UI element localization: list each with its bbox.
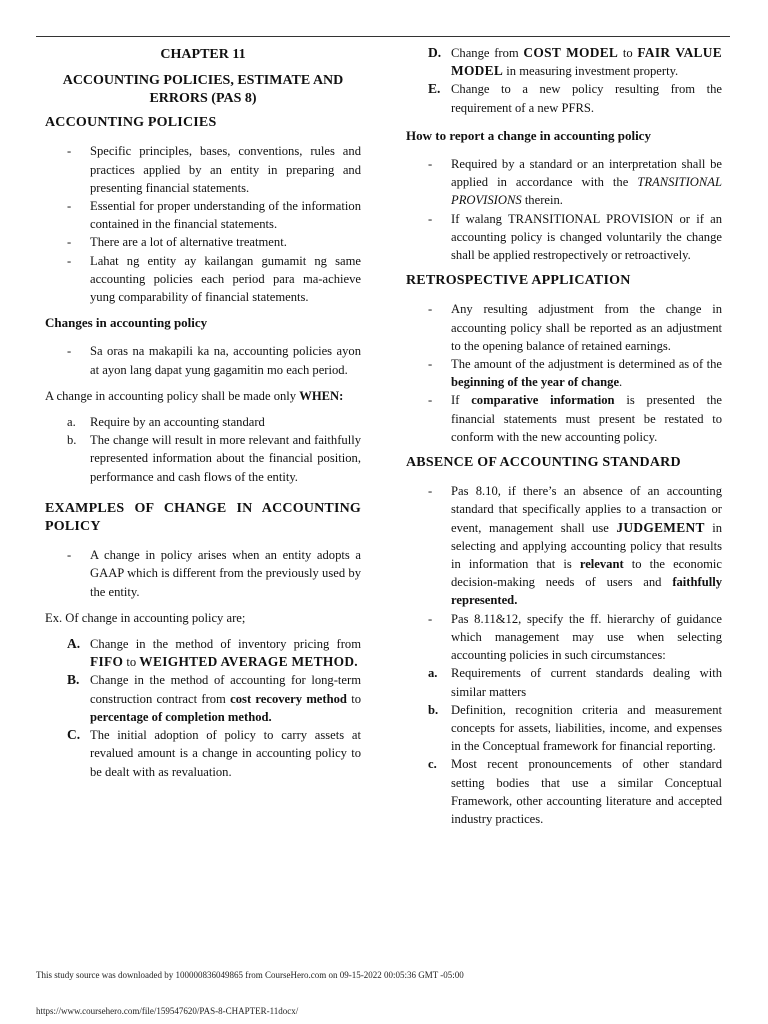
list-item: - If walang TRANSITIONAL PROVISION or if an accounting policy is changed voluntarily the change shall be applied restropectively or retroactively.	[406, 210, 722, 265]
bold-text: COST MODEL	[523, 45, 619, 60]
bold-text: FAIR VALUE MODEL	[451, 45, 722, 79]
bold-text: beginning of the year of change	[451, 375, 620, 390]
list-marker: C.	[67, 727, 81, 743]
list-text: in measuring investment property.	[506, 64, 679, 79]
list-text: Requirements of current standards dealing with similar matters	[451, 666, 722, 699]
example-item-c	[45, 726, 361, 781]
list-text: The initial adoption of policy to carry assets at revalued amount is a change in accounting policy to be dealt with as revaluation.	[90, 728, 361, 779]
list-text: Definition, recognition criteria and measurement concepts for assets, liabilities, income, and expenses in the Conceptual framework for financial reporting.	[451, 702, 722, 754]
examples-intro: Ex. Of change in accounting policy are;	[45, 610, 246, 625]
retro-list	[406, 300, 722, 446]
list-text: to	[622, 46, 633, 60]
bold-text: faithfully represented.	[451, 575, 722, 608]
list-marker: a.	[67, 415, 76, 430]
list-text: to	[351, 691, 361, 706]
list-text: Required by a standard or an interpretation shall be applied in accordance with the	[451, 157, 722, 190]
list-item: - A change in policy arises when an entity adopts a GAAP which is different from the previously used by the entity.	[45, 546, 361, 601]
list-item: - Specific principles, bases, conventions, rules and practices applied by an entity in preparing and presenting financial statements.	[45, 142, 361, 197]
list-item	[45, 431, 361, 486]
list-item	[406, 701, 722, 756]
list-text: Change in the method of accounting for long-term construction contract from	[90, 673, 361, 706]
list-item: - Any resulting adjustment from the change in accounting policy shall be reported as an adjustment to the opening balance of retained earnings.	[406, 300, 722, 355]
when-bold: WHEN:	[299, 388, 344, 403]
list-text: is presented the financial statements must present be restated to conform with the new accounting policy.	[451, 393, 722, 444]
heading-changes: Changes in accounting policy	[45, 315, 208, 331]
list-text: to	[126, 655, 137, 670]
list-text: therein.	[524, 193, 563, 208]
list-item: - Sa oras na makapili ka na, accounting policies ayon at ayon lang dapat yung gagamitin mo each period.	[45, 342, 361, 378]
example-item-e	[406, 80, 722, 116]
hierarchy-list	[406, 664, 722, 828]
list-marker: c.	[428, 757, 437, 772]
bold-text: cost recovery method	[230, 691, 347, 706]
list-text: in selecting and applying accounting policy that results in information that is	[451, 520, 723, 572]
example-item-b	[45, 671, 361, 726]
list-text: The amount of the adjustment is determined as of the	[451, 357, 722, 372]
examples-continued-list	[406, 44, 722, 117]
when-paragraph	[45, 387, 361, 405]
list-item	[406, 664, 722, 700]
policies-list	[45, 142, 361, 306]
list-marker: B.	[67, 672, 80, 688]
list-item: - There are a lot of alternative treatment.	[45, 233, 361, 251]
list-marker: A.	[67, 636, 81, 652]
list-item: - Pas 8.11&12, specify the ff. hierarchy of guidance which management may use when selecting accounting policies in such circumstances:	[406, 610, 722, 665]
examples-list	[45, 546, 361, 601]
heading-accounting-policies: ACCOUNTING POLICIES	[45, 115, 217, 131]
list-text: The change will result in more relevant and faithfully represented information about the financial position, performance and cash flows of the entity.	[90, 433, 361, 484]
download-notice: This study source was downloaded by 100000836049865 from CourseHero.com on 09-15-2022 00:05:36 GMT -05:00	[36, 970, 464, 980]
heading-retrospective: RETROSPECTIVE APPLICATION	[406, 273, 631, 289]
bold-text: relevant	[579, 557, 624, 572]
bold-text: percentage of completion method.	[90, 709, 272, 724]
list-text: Most recent pronouncements of other standard setting bodies that use a similar Conceptual Framework, other accounting literature and accepted industry practices.	[451, 757, 722, 826]
heading-report: How to report a change in accounting policy	[406, 127, 651, 143]
when-text: A change in accounting policy shall be made only	[45, 388, 297, 403]
bold-text: FIFO	[90, 654, 124, 670]
list-text: Require by an accounting standard	[90, 415, 265, 430]
list-text: to the economic decision-making needs of users and	[451, 557, 723, 590]
list-item: - Lahat ng entity ay kailangan gumamit ng same accounting policies each period para ma-achieve yung comparability of financial statements.	[45, 252, 361, 307]
list-item	[406, 755, 722, 828]
list-item	[406, 155, 722, 210]
list-text: Change to a new policy resulting from the requirement of a new PFRS.	[451, 82, 722, 115]
top-rule	[36, 36, 730, 37]
bold-text: JUDGEMENT	[616, 519, 705, 535]
list-item: - Essential for proper understanding of the information contained in the financial statements.	[45, 197, 361, 233]
list-marker: E.	[428, 81, 441, 97]
right-column	[406, 44, 722, 828]
list-text: Pas 8.10, if there’s an absence of an accounting standard that specifically applies to a transaction or event, management shall use	[451, 484, 722, 535]
list-marker: b.	[428, 702, 439, 717]
list-text: Change from	[451, 46, 519, 60]
list-text: Change in the method of inventory pricing from	[90, 637, 361, 652]
examples-ordered-list	[45, 635, 361, 781]
report-list	[406, 155, 722, 264]
when-list	[45, 413, 361, 486]
list-text: .	[619, 375, 623, 390]
example-item-d	[406, 44, 722, 80]
chapter-subtitle: ACCOUNTING POLICIES, ESTIMATE AND ERRORS (PAS 8)	[62, 73, 344, 107]
example-item-a	[45, 635, 361, 671]
list-marker: a.	[428, 666, 438, 681]
source-url[interactable]: https://www.coursehero.com/file/159547620/PAS-8-CHAPTER-11docx/	[36, 1006, 299, 1016]
heading-absence: ABSENCE OF ACCOUNTING STANDARD	[406, 455, 681, 471]
list-marker: D.	[428, 45, 442, 60]
list-item	[406, 391, 722, 446]
absence-list	[406, 482, 722, 664]
list-item	[45, 413, 361, 431]
italic-text: TRANSITIONAL PROVISIONS	[451, 175, 722, 208]
list-item	[406, 482, 722, 609]
list-text: If	[451, 393, 460, 408]
left-column	[45, 44, 361, 781]
heading-examples: EXAMPLES OF CHANGE IN ACCOUNTING POLICY	[45, 500, 361, 535]
bold-text: WEIGHTED AVERAGE METHOD.	[139, 654, 358, 670]
chapter-title: CHAPTER 11	[160, 47, 246, 62]
list-marker: b.	[67, 433, 77, 448]
list-item	[406, 355, 722, 391]
changes-list	[45, 342, 361, 378]
bold-text: comparative information	[471, 393, 615, 408]
